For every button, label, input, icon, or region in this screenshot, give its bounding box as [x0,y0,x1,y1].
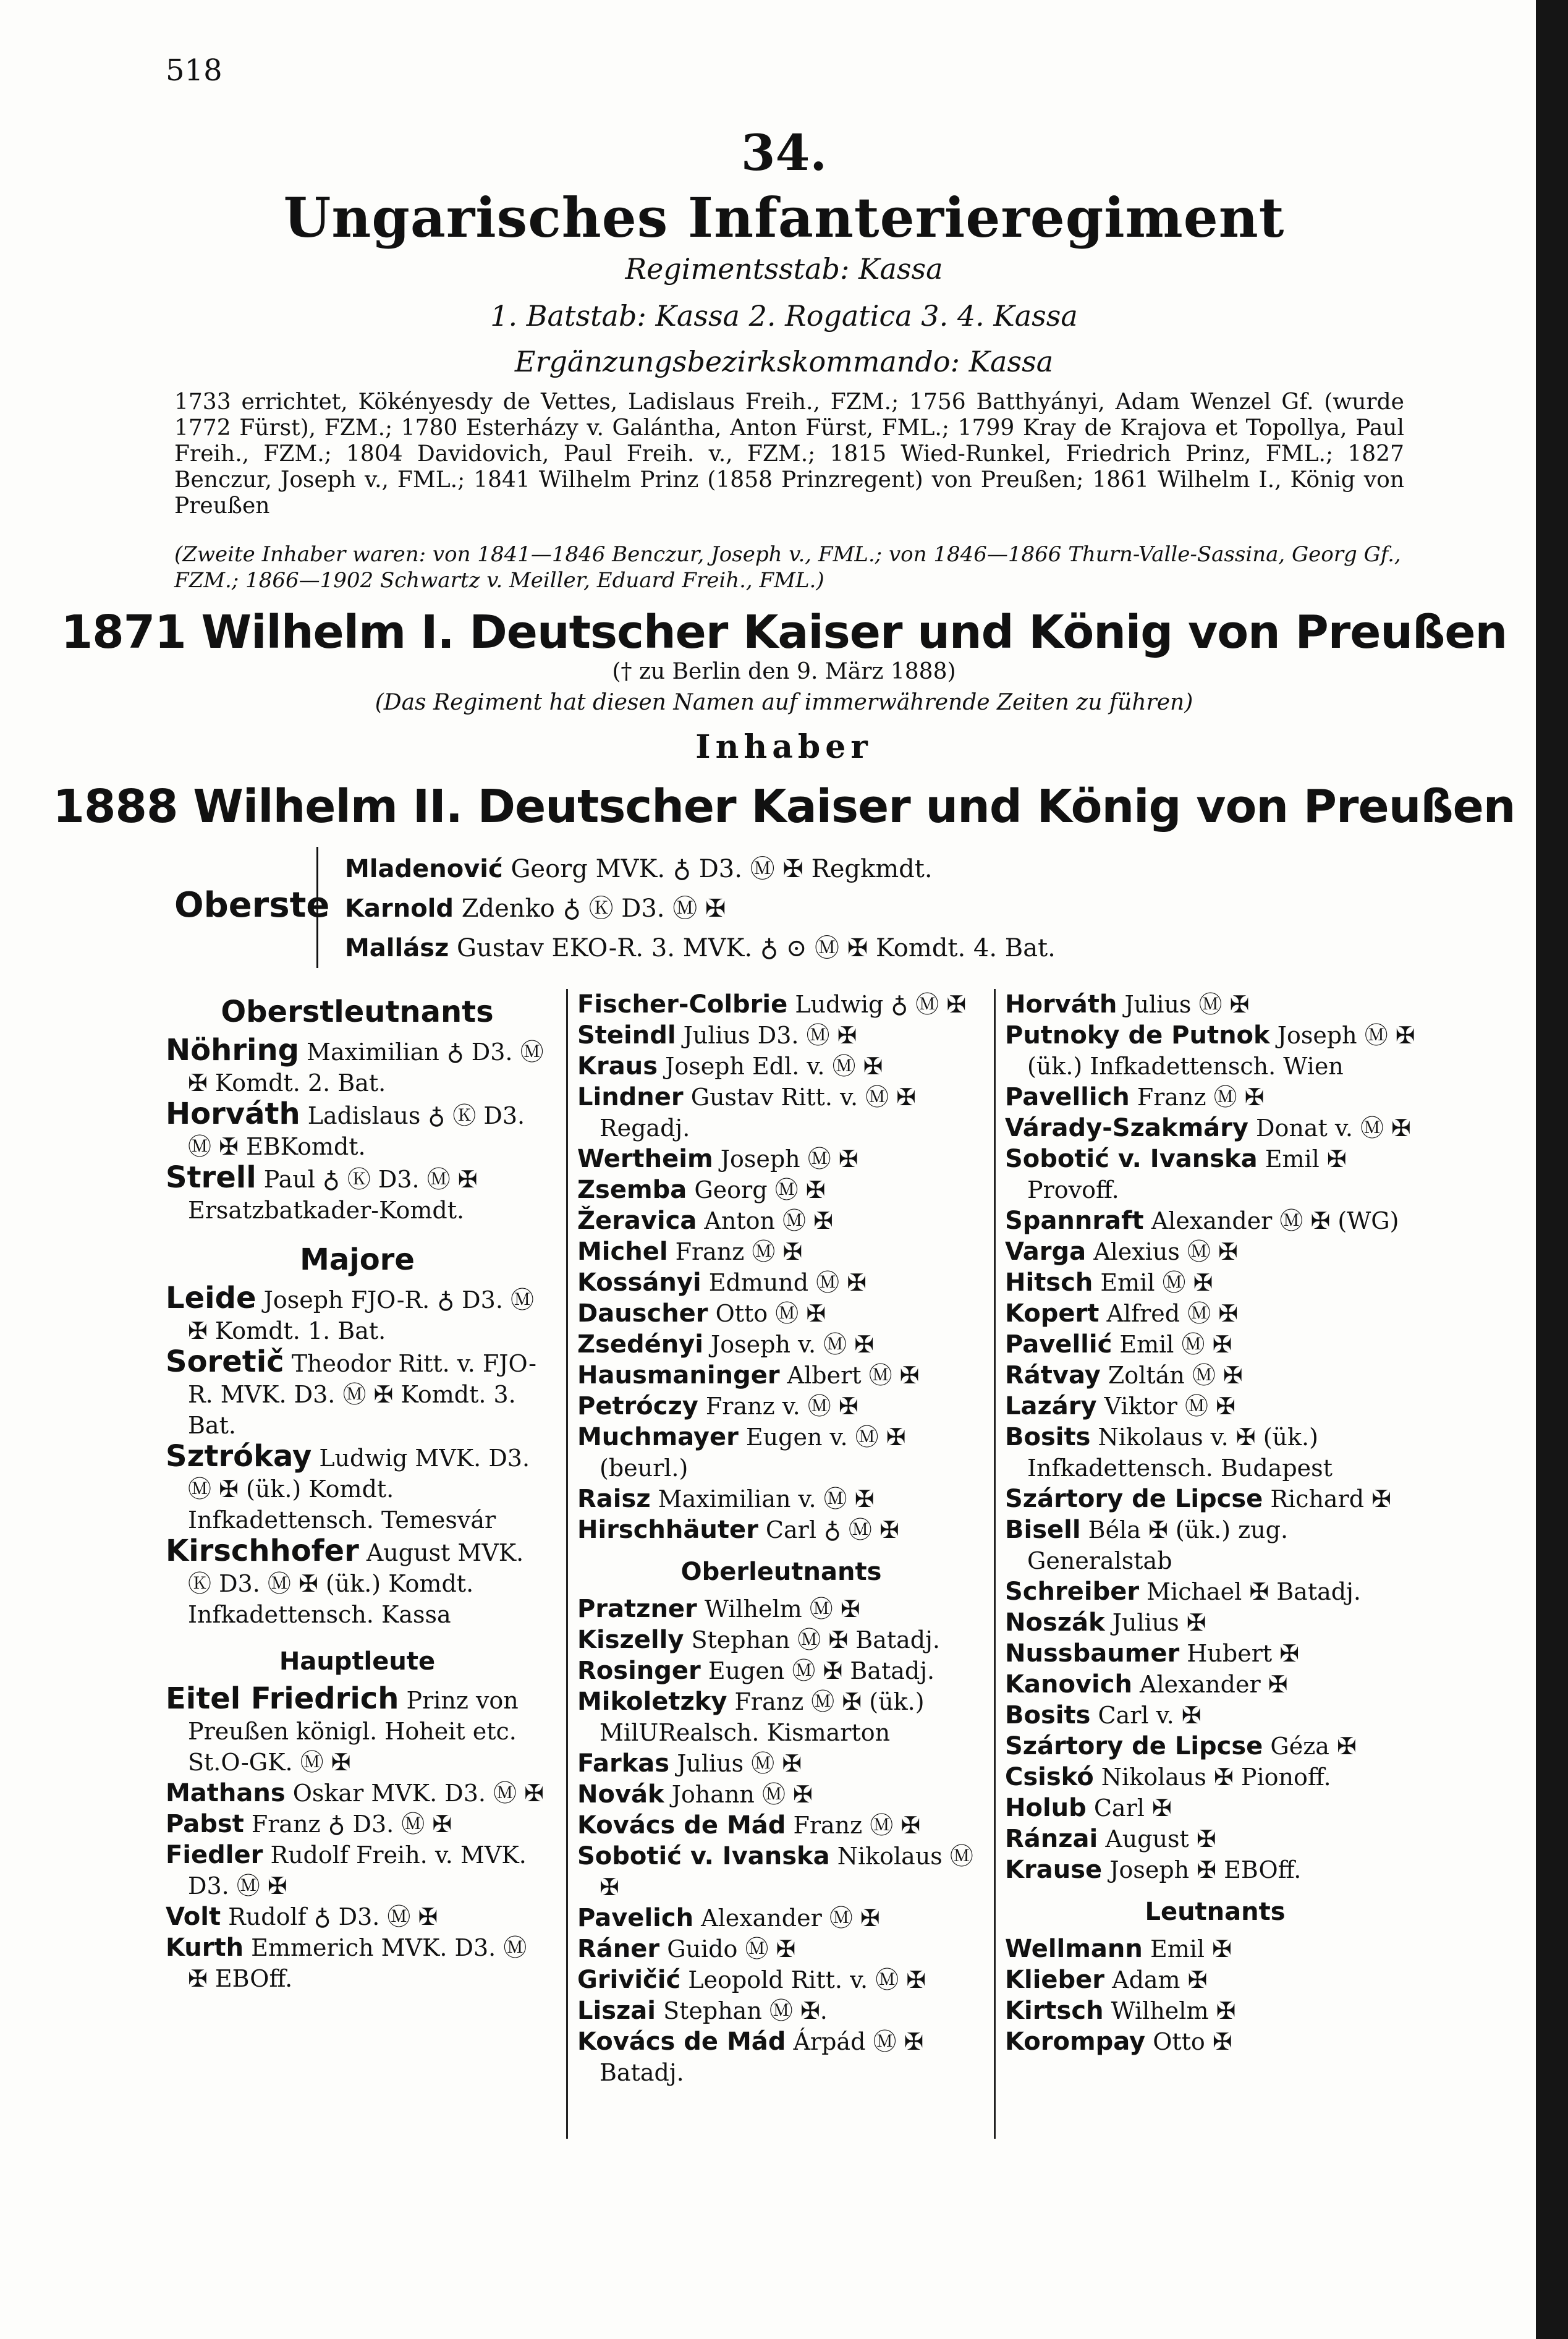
list-item: Szártory de Lipcse Richard ✠ [1005,1485,1391,1513]
brace [316,847,329,968]
list-item: Ráner Guido Ⓜ ✠ [577,1935,796,1963]
list-item: Szártory de Lipcse Géza ✠ [1005,1732,1357,1760]
regimentsstab: Regimentsstab: Kassa [625,252,943,286]
list-item: Eitel Friedrich Prinz von Preußen königl. Hoheit etc. St.O-GK. Ⓜ ✠ [166,1681,519,1776]
list-item: Kiszelly Stephan Ⓜ ✠ Batadj. [577,1626,940,1654]
list-item: Horváth Ladislaus ♁ Ⓚ D3. Ⓜ ✠ EBKomdt. [166,1097,525,1160]
list-item: Kovács de Mád Árpád Ⓜ ✠ Batadj. [577,2027,924,2086]
list-item: Fiedler Rudolf Freih. v. MVK. D3. Ⓜ ✠ [166,1841,527,1900]
inhaber-1888: 1888 Wilhelm II. Deutscher Kaiser und König von Preußen [53,780,1515,833]
list-item: Novák Johann Ⓜ ✠ [577,1780,813,1809]
oberste-list [345,849,1056,968]
list-item: Holub Carl ✠ [1005,1794,1172,1822]
list-item: Leide Joseph FJO-R. ♁ D3. Ⓜ ✠ Komdt. 1. Bat. [166,1281,534,1344]
list-item: Spannraft Alexander Ⓜ ✠ (WG) [1005,1207,1399,1235]
list-item: Wellmann Emil ✠ [1005,1935,1232,1963]
list-item: Bosits Nikolaus v. ✠ (ük.) Infkadettensch. Budapest [1005,1423,1333,1482]
batstab: 1. Batstab: Kassa 2. Rogatica 3. 4. Kassa [490,299,1078,333]
list-item: Mallász Gustav EKO-R. 3. MVK. ♁ ⊙ Ⓜ ✠ Komdt. 4. Bat. [345,934,1056,962]
list-item: Soretič Theodor Ritt. v. FJO-R. MVK. D3. Ⓜ ✠ Komdt. 3. Bat. [166,1344,536,1439]
list-item: Hitsch Emil Ⓜ ✠ [1005,1268,1213,1297]
history-paragraph: 1733 errichtet, Kökényesdy de Vettes, Ladislaus Freih., FZM.; 1756 Batthyányi, Adam Wenzel Gf. (wurde 1772 Fürst), FZM.; 1780 Esterházy v. Galántha, Anton Fürst, FML.; 1799 Kray de Krajova et Topollya, Paul Freih., FZM.; 1804 Davidovich, Paul Freih. v., FZM.; 1815 Wied-Runkel, Friedrich Prinz, FML.; 1827 Benczur, Joseph v., FML.; 1841 Wilhelm Prinz (1858 Prinzregent) von Preußen; 1861 Wilhelm I., König von Preußen [174,389,1404,519]
list-item: Kopert Alfred Ⓜ ✠ [1005,1299,1239,1328]
list-item: Lindner Gustav Ritt. v. Ⓜ ✠ Regadj. [577,1083,917,1142]
list-item: Csiskó Nikolaus ✠ Pionoff. [1005,1763,1331,1791]
list-item: Wertheim Joseph Ⓜ ✠ [577,1145,858,1173]
list-item: Steindl Julius D3. Ⓜ ✠ [577,1021,857,1050]
list-item: Karnold Zdenko ♁ Ⓚ D3. Ⓜ ✠ [345,894,726,923]
list-item: Fischer-Colbrie Ludwig ♁ Ⓜ ✠ [577,990,967,1019]
list-item: Kurth Emmerich MVK. D3. Ⓜ ✠ EBOff. [166,1934,527,1992]
oberste-label: Oberste [174,885,330,925]
list-item: Kraus Joseph Edl. v. Ⓜ ✠ [577,1052,883,1080]
list-item: Muchmayer Eugen v. Ⓜ ✠ (beurl.) [577,1423,906,1482]
list-item: Schreiber Michael ✠ Batadj. [1005,1577,1361,1606]
list-item: Kirschhofer August MVK. Ⓚ D3. Ⓜ ✠ (ük.) Komdt. Infkadettensch. Kassa [166,1534,524,1628]
list-item: Sztrókay Ludwig MVK. D3. Ⓜ ✠ (ük.) Komdt. Infkadettensch. Temesvár [166,1439,530,1534]
section-title: Majore [300,1242,415,1277]
column-2 [577,989,985,2088]
section-title: Oberstleutnants [221,995,494,1029]
list-item: Krause Joseph ✠ EBOff. [1005,1856,1302,1884]
list-item: Mikoletzky Franz Ⓜ ✠ (ük.) MilURealsch. Kismarton [577,1687,925,1746]
list-item: Putnoky de Putnok Joseph Ⓜ ✠ (ük.) Infkadettensch. Wien [1005,1021,1415,1080]
list-item: Bisell Béla ✠ (ük.) zug. Generalstab [1005,1516,1289,1574]
list-item: Raisz Maximilian v. Ⓜ ✠ [577,1485,875,1513]
list-item: Horváth Julius Ⓜ ✠ [1005,990,1250,1019]
page-title: Ungarisches Infanterieregiment [283,185,1285,250]
list-item: Žeravica Anton Ⓜ ✠ [577,1207,833,1235]
list-item: Grivičić Leopold Ritt. v. Ⓜ ✠ [577,1966,926,1994]
list-item: Korompay Otto ✠ [1005,2027,1232,2056]
inhaber-label: Inhaber [695,728,873,766]
inhaber-1871-death: († zu Berlin den 9. März 1888) [612,659,956,684]
section-title: Leutnants [1145,1898,1286,1926]
list-item: Lazáry Viktor Ⓜ ✠ [1005,1392,1235,1420]
list-item: Nöhring Maximilian ♁ D3. Ⓜ ✠ Komdt. 2. Bat. [166,1033,544,1097]
list-item: Pratzner Wilhelm Ⓜ ✠ [577,1595,860,1623]
list-item: Ránzai August ✠ [1005,1825,1216,1853]
list-item: Noszák Julius ✠ [1005,1608,1206,1637]
inhaber-1871-note: (Das Regiment hat diesen Namen auf immerwährende Zeiten zu führen) [375,690,1193,715]
list-item: Nussbaumer Hubert ✠ [1005,1639,1300,1668]
list-item: Rosinger Eugen Ⓜ ✠ Batadj. [577,1657,935,1685]
list-item: Petróczy Franz v. Ⓜ ✠ [577,1392,858,1420]
list-item: Hirschhäuter Carl ♁ Ⓜ ✠ [577,1516,899,1544]
list-item: Klieber Adam ✠ [1005,1966,1208,1994]
list-item: Rátvay Zoltán Ⓜ ✠ [1005,1361,1243,1390]
column-divider [994,989,996,2139]
list-item: Kirtsch Wilhelm ✠ [1005,1997,1236,2025]
list-item: Bosits Carl v. ✠ [1005,1701,1201,1730]
ergaenzungsbezirk: Ergänzungsbezirkskommando: Kassa [514,345,1054,378]
column-1 [166,989,549,1994]
list-item: Kanovich Alexander ✠ [1005,1670,1288,1699]
list-item: Hausmaninger Albert Ⓜ ✠ [577,1361,920,1390]
inhaber-1871: 1871 Wilhelm I. Deutscher Kaiser und König von Preußen [61,606,1507,659]
column-divider [566,989,568,2139]
list-item: Sobotić v. Ivanska Emil ✠ Provoff. [1005,1145,1347,1203]
list-item: Mladenović Georg MVK. ♁ D3. Ⓜ ✠ Regkmdt. [345,855,933,883]
list-item: Volt Rudolf ♁ D3. Ⓜ ✠ [166,1903,438,1931]
list-item: Michel Franz Ⓜ ✠ [577,1237,803,1266]
section-title: Oberleutnants [680,1558,882,1586]
list-item: Strell Paul ♁ Ⓚ D3. Ⓜ ✠ Ersatzbatkader-Komdt. [166,1160,478,1224]
list-item: Varga Alexius Ⓜ ✠ [1005,1237,1238,1266]
list-item: Várady-Szakmáry Donat v. Ⓜ ✠ [1005,1114,1411,1142]
list-item: Pavelich Alexander Ⓜ ✠ [577,1904,880,1932]
list-item: Sobotić v. Ivanska Nikolaus Ⓜ ✠ [577,1842,973,1901]
list-item: Farkas Julius Ⓜ ✠ [577,1749,802,1778]
history-note: (Zweite Inhaber waren: von 1841—1846 Benczur, Joseph v., FML.; von 1846—1866 Thurn-Valle-Sassina, Georg Gf., FZM.; 1866—1902 Schwartz v. Meiller, Eduard Freih., FML.) [174,542,1401,593]
list-item: Kovács de Mád Franz Ⓜ ✠ [577,1811,921,1840]
regiment-number: 34. [740,124,828,182]
list-item: Liszai Stephan Ⓜ ✠. [577,1997,828,2025]
list-item: Dauscher Otto Ⓜ ✠ [577,1299,826,1328]
list-item: Kossányi Edmund Ⓜ ✠ [577,1268,867,1297]
list-item: Pabst Franz ♁ D3. Ⓜ ✠ [166,1810,452,1838]
list-item: Pavellić Emil Ⓜ ✠ [1005,1330,1232,1359]
list-item: Zsedényi Joseph v. Ⓜ ✠ [577,1330,875,1359]
section-title: Hauptleute [279,1647,436,1676]
list-item: Zsemba Georg Ⓜ ✠ [577,1176,826,1204]
column-3 [1005,989,1425,2057]
list-item: Pavellich Franz Ⓜ ✠ [1005,1083,1265,1111]
list-item: Mathans Oskar MVK. D3. Ⓜ ✠ [166,1779,544,1807]
page-number: 518 [166,53,222,88]
